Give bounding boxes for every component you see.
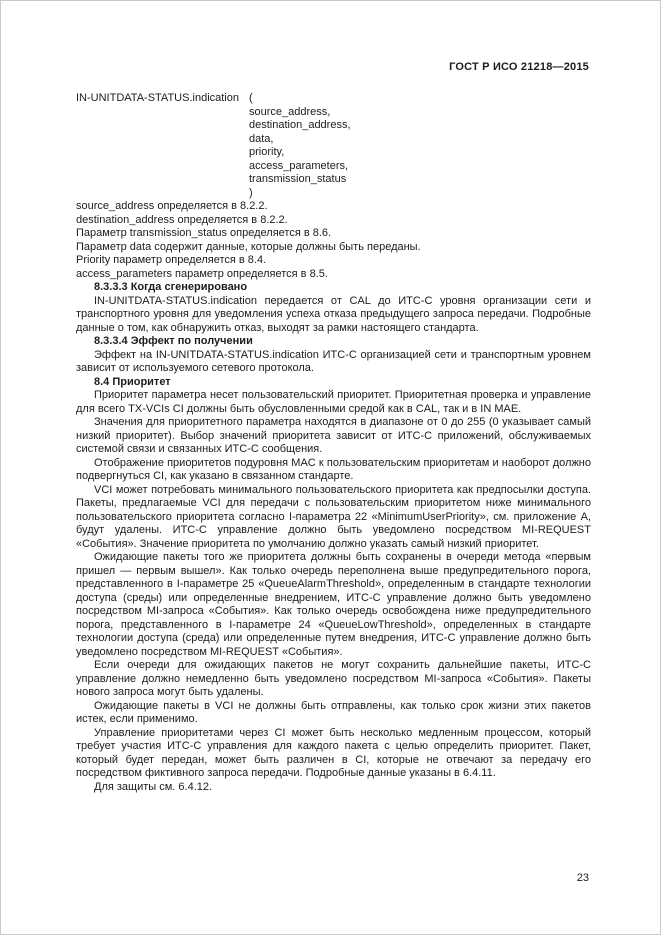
definition-line: access_parameters параметр определяется в 8.5. [76, 267, 328, 280]
signature-param: data, [249, 132, 274, 145]
paragraph: Ожидающие пакеты того же приоритета должны быть сохранены в очереди метода «первым пришел — первым вышел». Как только очередь переполнена выше предупредительного порога, представленного в I-параметре 25 «QueueAlarmThreshold», определенным в стандарте технологии доступа (среды) или определенные внедрением, ИТС-С управление должно быть уведомлено посредством MI-запроса «События». Как только очередь освобождена ниже предупредительного порога, представленного в I-параметре 24 «QueueLowThreshold», определенных в стандарте технологии доступа (среда) или определенные путем внедрения, ИТС-С управление должно быть уведомлено посредством MI-REQUEST «События». [76, 551, 591, 658]
open-paren: ( [249, 92, 253, 104]
definition-line: destination_address определяется в 8.2.2. [76, 213, 288, 226]
service-primitive-signature [76, 92, 591, 200]
paragraph: Эффект на IN-UNITDATA-STATUS.indication ИТС-С организацией сети и транспортным уровнем зависит от используемого сетевого протокола. [76, 348, 591, 374]
subclause-heading-8-3-3-4: 8.3.3.4 Эффект по получении [94, 335, 253, 347]
signature-param: source_address, [249, 105, 331, 118]
paragraph: Отображение приоритетов подуровня MAC к пользовательским приоритетам и наоборот должно подвергнуться CI, как указано в связанном стандарте. [76, 456, 591, 482]
definition-line: Параметр transmission_status определяется в 8.6. [76, 227, 332, 239]
close-paren: ) [249, 186, 253, 199]
paragraph: VCI может потребовать минимального пользовательского приоритета как предпосылки доступа. Пакеты, предлагаемые VCI для передачи с пользовательским приоритетом ниже минимального пользовательского приоритета согласно I-параметра 22 «MinimumUserPriority», см. приложение A, будут удалены. ИТС-С управление должно быть уведомлено посредством MI-REQUEST «События». Значение приоритета по умолчанию должно указать самый низкий приоритет. [76, 483, 591, 550]
signature-param: access_parameters, [249, 159, 349, 172]
document-header [449, 61, 589, 73]
primitive-name: IN-UNITDATA-STATUS.indication [76, 92, 239, 104]
definition-line: Priority параметр определяется в 8.4. [76, 254, 267, 266]
page-number: 23 [576, 872, 589, 884]
signature-param: priority, [249, 146, 285, 158]
signature-parameters [249, 106, 591, 201]
paragraph: Если очереди для ожидающих пакетов не могут сохранить дальнейшие пакеты, ИТС-С управление должно немедленно быть уведомлено посредством MI-запроса «События». Пакеты нового запроса могут быть удалены. [76, 659, 591, 698]
definition-line: source_address определяется в 8.2.2. [76, 200, 268, 212]
standard-number: ГОСТ Р ИСО 21218—2015 [449, 61, 589, 73]
definition-line: Параметр data содержит данные, которые должны быть переданы. [76, 240, 421, 253]
paragraph: Для защиты см. 6.4.12. [94, 780, 213, 793]
paragraph: Значения для приоритетного параметра находятся в диапазоне от 0 до 255 (0 указывает самый низкий приоритет). Выбор значений приоритета зависит от ИТС-С приложений, обслуживаемых системой связи и связанных ИТС-С сообщения. [76, 416, 591, 455]
signature-param: destination_address, [249, 119, 351, 131]
signature-name-row [76, 92, 591, 106]
paragraph: Приоритет параметра несет пользовательский приоритет. Приоритетная проверка и управление для всего TX-VCIs CI должны быть обусловленными средой как в CAL, так и в IN MAE. [76, 389, 591, 415]
signature-param: transmission_status [249, 173, 347, 185]
subclause-heading-8-3-3-3: 8.3.3.3 Когда сгенерировано [94, 281, 248, 293]
paragraph: Ожидающие пакеты в VCI не должны быть отправлены, как только срок жизни этих пакетов истек, если применимо. [76, 699, 591, 725]
document-content [76, 92, 591, 794]
paragraph: IN-UNITDATA-STATUS.indication передается от CAL до ИТС-С уровня организации сети и транспортного уровня для уведомления успеха отказа предыдущего запроса передачи. Подробные данные о том, как обнаружить отказ, выходят за рамки настоящего стандарта. [76, 294, 591, 334]
section-heading-8-4: 8.4 Приоритет [94, 375, 171, 388]
paragraph: Управление приоритетами через CI может быть несколько медленным процессом, который требует участия ИТС-С управления для каждого пакета с целью определить приоритет. Пакет, который будет передан, может быть различен в CI, которые не отвечают за передачу его посредством фиктивного запроса передачи. Подробные данные указаны в 6.4.11. [76, 726, 591, 779]
